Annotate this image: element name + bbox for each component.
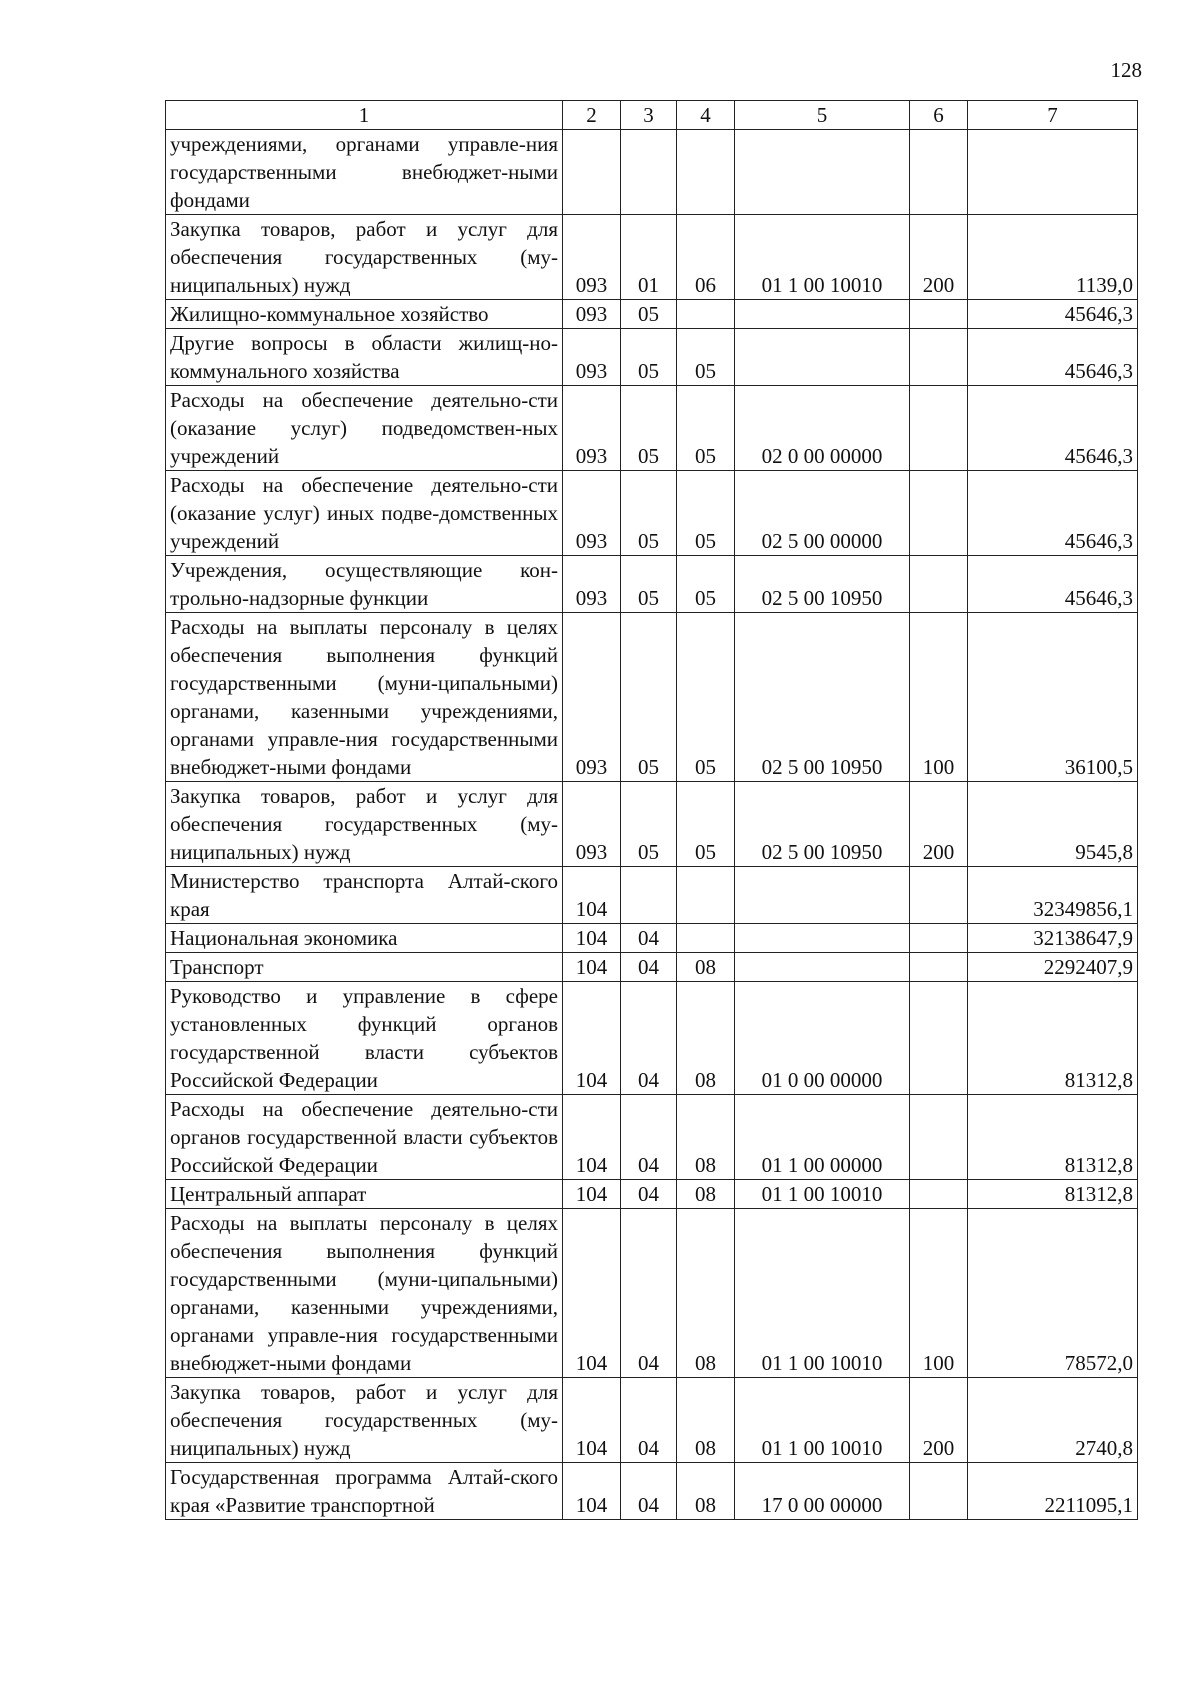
table-row — [166, 329, 1138, 386]
row-amount-cell: 45646,3 — [968, 329, 1138, 386]
table-row — [166, 982, 1138, 1095]
row-target-article-cell: 02 5 00 10950 — [735, 782, 910, 867]
row-expense-type-cell — [910, 953, 968, 982]
row-admin-code-cell — [563, 130, 621, 215]
row-name-cell: Другие вопросы в области жилищ-но-коммунального хозяйства — [166, 329, 563, 386]
row-admin-code-cell: 093 — [563, 329, 621, 386]
row-name-cell: Транспорт — [166, 953, 563, 982]
row-target-article-cell: 02 5 00 10950 — [735, 556, 910, 613]
row-subsection-cell: 08 — [677, 1180, 735, 1209]
row-target-article-cell — [735, 924, 910, 953]
row-subsection-cell — [677, 130, 735, 215]
row-expense-type-cell — [910, 924, 968, 953]
table-row — [166, 782, 1138, 867]
row-target-article-cell — [735, 867, 910, 924]
row-amount-cell: 45646,3 — [968, 471, 1138, 556]
row-expense-type-cell — [910, 471, 968, 556]
row-amount-cell: 32138647,9 — [968, 924, 1138, 953]
header-col-4: 4 — [677, 101, 735, 130]
row-expense-type-cell — [910, 386, 968, 471]
row-admin-code-cell: 104 — [563, 867, 621, 924]
row-expense-type-cell: 200 — [910, 782, 968, 867]
row-name-cell: Учреждения, осуществляющие кон-трольно-надзорные функции — [166, 556, 563, 613]
row-admin-code-cell: 104 — [563, 924, 621, 953]
row-amount-cell: 1139,0 — [968, 215, 1138, 300]
row-subsection-cell: 05 — [677, 556, 735, 613]
row-admin-code-cell: 093 — [563, 300, 621, 329]
table-row — [166, 924, 1138, 953]
row-subsection-cell: 06 — [677, 215, 735, 300]
row-name-cell: Закупка товаров, работ и услуг для обеспечения государственных (му-ниципальных) нужд — [166, 782, 563, 867]
row-amount-cell: 2292407,9 — [968, 953, 1138, 982]
row-amount-cell: 81312,8 — [968, 1095, 1138, 1180]
row-subsection-cell: 08 — [677, 1209, 735, 1378]
row-target-article-cell: 02 5 00 00000 — [735, 471, 910, 556]
row-section-cell: 05 — [621, 782, 677, 867]
row-admin-code-cell: 093 — [563, 556, 621, 613]
row-section-cell: 04 — [621, 1209, 677, 1378]
header-col-6: 6 — [910, 101, 968, 130]
row-expense-type-cell — [910, 556, 968, 613]
row-section-cell — [621, 130, 677, 215]
row-name-cell: Государственная программа Алтай-ского края «Развитие транспортной — [166, 1463, 563, 1520]
budget-table — [165, 100, 1138, 1520]
row-expense-type-cell: 100 — [910, 613, 968, 782]
row-amount-cell: 2211095,1 — [968, 1463, 1138, 1520]
row-section-cell: 04 — [621, 982, 677, 1095]
row-subsection-cell: 05 — [677, 613, 735, 782]
row-admin-code-cell: 104 — [563, 1180, 621, 1209]
row-target-article-cell: 01 1 00 10010 — [735, 1378, 910, 1463]
row-name-cell: Министерство транспорта Алтай-ского края — [166, 867, 563, 924]
table-row — [166, 1463, 1138, 1520]
row-subsection-cell: 05 — [677, 386, 735, 471]
row-subsection-cell — [677, 300, 735, 329]
row-expense-type-cell: 200 — [910, 215, 968, 300]
row-subsection-cell: 08 — [677, 982, 735, 1095]
row-section-cell: 04 — [621, 1463, 677, 1520]
row-amount-cell: 45646,3 — [968, 300, 1138, 329]
row-amount-cell: 9545,8 — [968, 782, 1138, 867]
row-amount-cell: 45646,3 — [968, 386, 1138, 471]
row-section-cell: 04 — [621, 953, 677, 982]
row-section-cell: 05 — [621, 556, 677, 613]
table-row — [166, 215, 1138, 300]
row-name-cell: Расходы на выплаты персоналу в целях обеспечения выполнения функций государственными (муни-ципальными) органами, казенными учреждениями, органами управле-ния государственными внебюджет-ными фондами — [166, 613, 563, 782]
row-section-cell: 05 — [621, 300, 677, 329]
header-row — [166, 101, 1138, 130]
row-expense-type-cell — [910, 982, 968, 1095]
table-header — [166, 101, 1138, 130]
row-admin-code-cell: 104 — [563, 1378, 621, 1463]
table-row — [166, 867, 1138, 924]
row-target-article-cell: 01 1 00 10010 — [735, 1209, 910, 1378]
row-expense-type-cell — [910, 1180, 968, 1209]
row-section-cell: 05 — [621, 471, 677, 556]
page-number: 128 — [1110, 58, 1142, 82]
row-target-article-cell — [735, 300, 910, 329]
row-subsection-cell — [677, 924, 735, 953]
row-name-cell: Закупка товаров, работ и услуг для обеспечения государственных (му-ниципальных) нужд — [166, 215, 563, 300]
table-row — [166, 1180, 1138, 1209]
row-target-article-cell: 01 1 00 00000 — [735, 1095, 910, 1180]
row-name-cell: Центральный аппарат — [166, 1180, 563, 1209]
row-target-article-cell: 02 5 00 10950 — [735, 613, 910, 782]
row-admin-code-cell: 093 — [563, 782, 621, 867]
row-subsection-cell: 08 — [677, 953, 735, 982]
table-row — [166, 1095, 1138, 1180]
row-expense-type-cell — [910, 867, 968, 924]
table-row — [166, 556, 1138, 613]
row-admin-code-cell: 104 — [563, 953, 621, 982]
row-expense-type-cell: 200 — [910, 1378, 968, 1463]
row-target-article-cell: 17 0 00 00000 — [735, 1463, 910, 1520]
table-row — [166, 386, 1138, 471]
row-section-cell: 04 — [621, 1180, 677, 1209]
header-col-3: 3 — [621, 101, 677, 130]
row-section-cell: 04 — [621, 924, 677, 953]
row-subsection-cell: 05 — [677, 471, 735, 556]
row-name-cell: Закупка товаров, работ и услуг для обеспечения государственных (му-ниципальных) нужд — [166, 1378, 563, 1463]
row-amount-cell: 78572,0 — [968, 1209, 1138, 1378]
row-admin-code-cell: 104 — [563, 1209, 621, 1378]
row-expense-type-cell: 100 — [910, 1209, 968, 1378]
row-admin-code-cell: 093 — [563, 386, 621, 471]
row-section-cell: 05 — [621, 386, 677, 471]
row-target-article-cell — [735, 953, 910, 982]
row-target-article-cell: 01 1 00 10010 — [735, 1180, 910, 1209]
table-row — [166, 1209, 1138, 1378]
row-name-cell: Расходы на обеспечение деятельно-сти органов государственной власти субъектов Российской Федерации — [166, 1095, 563, 1180]
table-row — [166, 300, 1138, 329]
row-admin-code-cell: 104 — [563, 1095, 621, 1180]
row-section-cell — [621, 867, 677, 924]
row-section-cell: 05 — [621, 329, 677, 386]
row-expense-type-cell — [910, 1095, 968, 1180]
row-name-cell: Расходы на обеспечение деятельно-сти (оказание услуг) иных подве-домственных учреждений — [166, 471, 563, 556]
row-name-cell: Расходы на обеспечение деятельно-сти (оказание услуг) подведомствен-ных учреждений — [166, 386, 563, 471]
row-target-article-cell: 01 0 00 00000 — [735, 982, 910, 1095]
table-row — [166, 1378, 1138, 1463]
row-amount-cell: 36100,5 — [968, 613, 1138, 782]
row-amount-cell: 2740,8 — [968, 1378, 1138, 1463]
header-col-1: 1 — [166, 101, 563, 130]
row-expense-type-cell — [910, 300, 968, 329]
row-target-article-cell — [735, 329, 910, 386]
table-row — [166, 471, 1138, 556]
row-admin-code-cell: 104 — [563, 982, 621, 1095]
row-amount-cell: 81312,8 — [968, 982, 1138, 1095]
table-row — [166, 953, 1138, 982]
row-expense-type-cell — [910, 130, 968, 215]
row-name-cell: Жилищно-коммунальное хозяйство — [166, 300, 563, 329]
row-admin-code-cell: 093 — [563, 215, 621, 300]
row-name-cell: Расходы на выплаты персоналу в целях обеспечения выполнения функций государственными (муни-ципальными) органами, казенными учреждениями, органами управле-ния государственными внебюджет-ными фондами — [166, 1209, 563, 1378]
header-col-2: 2 — [563, 101, 621, 130]
row-section-cell: 05 — [621, 613, 677, 782]
table-body — [166, 130, 1138, 1520]
row-subsection-cell: 05 — [677, 329, 735, 386]
row-admin-code-cell: 104 — [563, 1463, 621, 1520]
row-admin-code-cell: 093 — [563, 613, 621, 782]
row-subsection-cell: 08 — [677, 1095, 735, 1180]
row-amount-cell: 81312,8 — [968, 1180, 1138, 1209]
header-col-5: 5 — [735, 101, 910, 130]
row-section-cell: 04 — [621, 1095, 677, 1180]
row-subsection-cell — [677, 867, 735, 924]
row-target-article-cell — [735, 130, 910, 215]
row-name-cell: Национальная экономика — [166, 924, 563, 953]
row-name-cell: Руководство и управление в сфере установленных функций органов государственной власти субъектов Российской Федерации — [166, 982, 563, 1095]
table-row — [166, 613, 1138, 782]
row-target-article-cell: 02 0 00 00000 — [735, 386, 910, 471]
row-subsection-cell: 05 — [677, 782, 735, 867]
row-subsection-cell: 08 — [677, 1378, 735, 1463]
row-subsection-cell: 08 — [677, 1463, 735, 1520]
row-section-cell: 04 — [621, 1378, 677, 1463]
row-target-article-cell: 01 1 00 10010 — [735, 215, 910, 300]
header-col-7: 7 — [968, 101, 1138, 130]
row-section-cell: 01 — [621, 215, 677, 300]
row-amount-cell — [968, 130, 1138, 215]
row-expense-type-cell — [910, 1463, 968, 1520]
row-amount-cell: 32349856,1 — [968, 867, 1138, 924]
row-amount-cell: 45646,3 — [968, 556, 1138, 613]
row-expense-type-cell — [910, 329, 968, 386]
row-name-cell: учреждениями, органами управле-ния государственными внебюджет-ными фондами — [166, 130, 563, 215]
table-row — [166, 130, 1138, 215]
row-admin-code-cell: 093 — [563, 471, 621, 556]
